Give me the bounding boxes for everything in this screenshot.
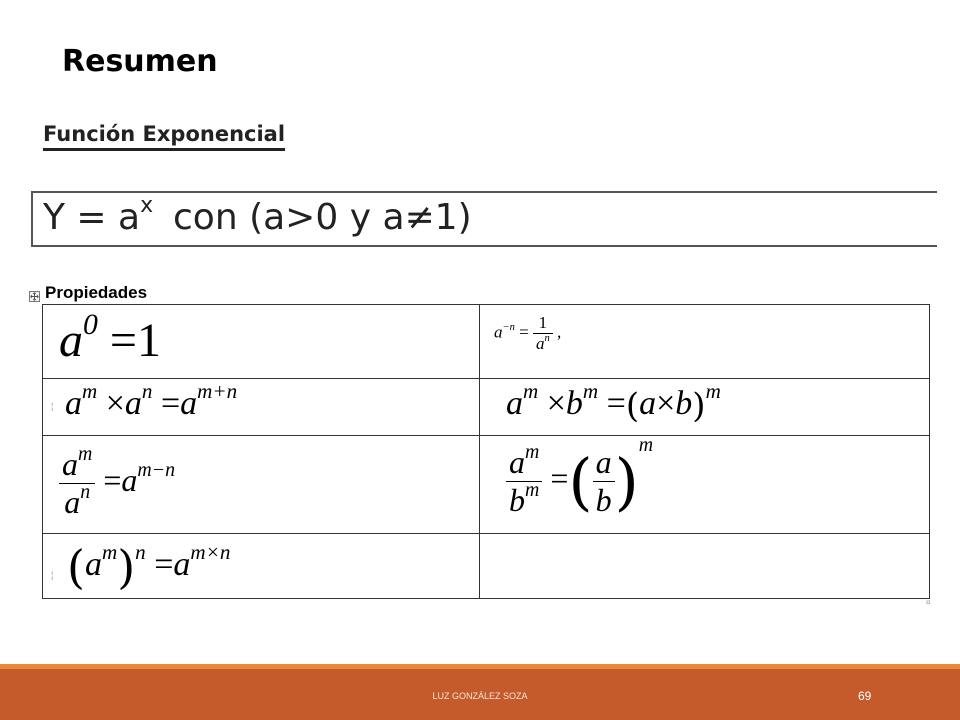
property-cell — [480, 305, 930, 379]
section-subtitle: Función Exponencial — [43, 121, 285, 151]
definition-lhs: Y = a — [43, 197, 141, 238]
table-move-handle-icon[interactable] — [29, 291, 40, 302]
table-row — [43, 436, 930, 534]
slide-title: Resumen — [62, 44, 218, 79]
properties-table — [42, 304, 930, 599]
property-cell — [480, 436, 930, 534]
property-formula: $\frac{a^m}{a^n}$ $=a^{m-n}$ — [59, 446, 175, 521]
table-row — [43, 379, 930, 436]
property-cell — [43, 305, 480, 379]
property-formula: $\frac{a^m}{b^m}$ =( $\frac{a}{b}$ )$^m$ — [506, 444, 653, 519]
table-row — [43, 534, 930, 599]
property-formula: $(a^m)^n =a^{m\times n}$ — [67, 540, 231, 594]
properties-label: Propiedades — [45, 283, 148, 302]
page-number: 69 — [858, 689, 872, 703]
property-cell — [43, 534, 480, 599]
property-formula: $a^m \times b^m =(a\times b)^m$ — [506, 379, 721, 427]
definition-exponent: x — [140, 193, 154, 218]
table-row — [43, 305, 930, 379]
footer-author: LUZ GONZÁLEZ SOZA — [432, 691, 528, 701]
property-cell — [480, 379, 930, 436]
property-cell-empty — [480, 534, 930, 599]
property-cell — [43, 379, 480, 436]
cell-mark: ¦ — [51, 570, 54, 580]
property-formula: $a^m \times a^n =a^{m+n}$ — [65, 379, 238, 422]
definition-formula — [43, 193, 154, 238]
definition-box — [31, 191, 937, 247]
property-formula: $a^0 =1$ — [59, 307, 161, 367]
definition-condition: con (a>0 y a≠1) — [173, 197, 472, 238]
table-end-mark: ¤ — [926, 598, 931, 607]
property-cell — [43, 436, 480, 534]
property-formula: $a^{-n}$ = $\frac{1}{a^n}$ , — [494, 313, 562, 353]
cell-mark: ¦ — [51, 401, 54, 411]
